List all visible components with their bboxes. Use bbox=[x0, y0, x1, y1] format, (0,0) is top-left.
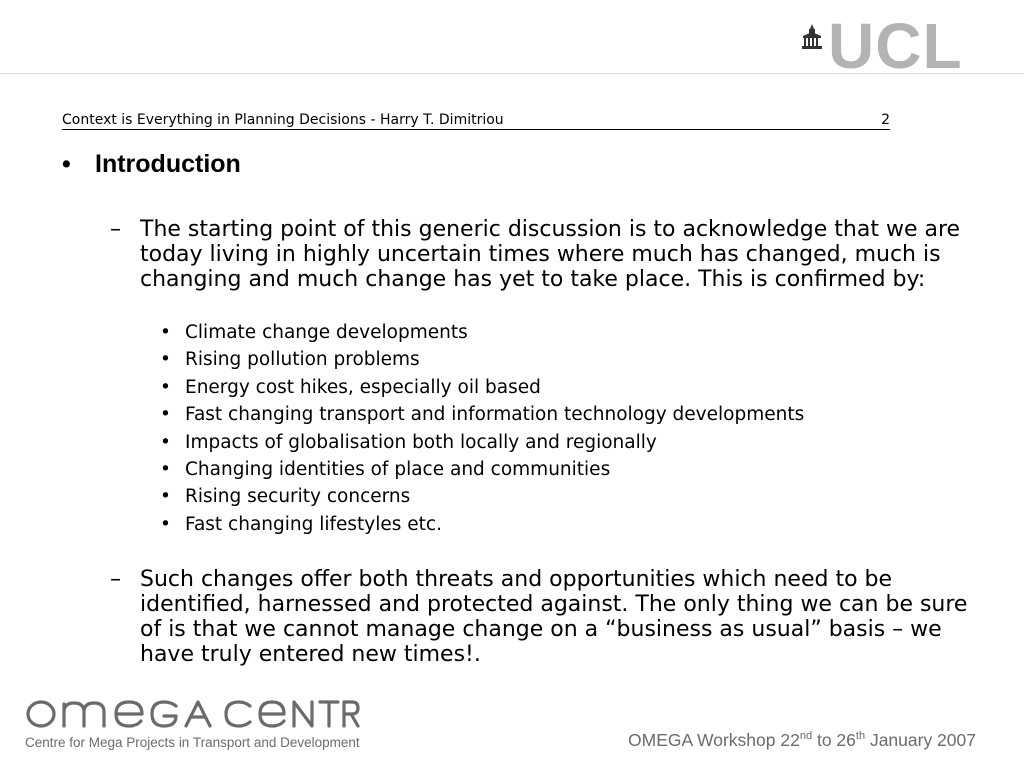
presentation-title: Context is Everything in Planning Decisions - Harry T. Dimitriou bbox=[62, 112, 504, 128]
sub-bullet: • bbox=[160, 431, 171, 453]
heading-bullet: • bbox=[62, 150, 71, 178]
ucl-logo-text: UCL bbox=[828, 10, 963, 82]
footer-mid: to 26 bbox=[812, 730, 856, 750]
sub-bullet: • bbox=[160, 349, 171, 371]
footer-sup-th: th bbox=[855, 730, 866, 743]
paragraph-2 bbox=[110, 567, 970, 667]
list-item-text: Energy cost hikes, especially oil based bbox=[185, 376, 541, 398]
omega-centre-logo bbox=[24, 696, 364, 732]
list-item-text: Rising security concerns bbox=[185, 486, 411, 508]
slide-header bbox=[62, 111, 890, 130]
list-item-text: Changing identities of place and communities bbox=[185, 458, 611, 480]
paragraph-dash: – bbox=[110, 217, 121, 242]
sub-bullet: • bbox=[160, 404, 171, 426]
omega-subtitle: Centre for Mega Projects in Transport and Development bbox=[25, 735, 360, 750]
list-item-text: Rising pollution problems bbox=[185, 349, 420, 371]
footer-prefix: OMEGA Workshop 22 bbox=[628, 730, 800, 750]
list-item-text: Impacts of globalisation both locally and regionally bbox=[185, 431, 657, 453]
section-title: Introduction bbox=[95, 150, 241, 178]
footer-suffix: January 2007 bbox=[865, 730, 976, 750]
footer-date bbox=[628, 730, 976, 751]
sub-bullet: • bbox=[160, 486, 171, 508]
sub-bullet: • bbox=[160, 458, 171, 480]
footer-sup-nd: nd bbox=[799, 730, 813, 743]
paragraph-1 bbox=[110, 217, 970, 292]
sub-bullet: • bbox=[160, 513, 171, 535]
list-item-text: Fast changing transport and information technology developments bbox=[185, 404, 805, 426]
paragraph-dash: – bbox=[110, 567, 121, 592]
slide-number: 2 bbox=[881, 112, 890, 128]
sub-bullet: • bbox=[160, 322, 171, 343]
portico-icon bbox=[801, 24, 823, 50]
paragraph-text: Such changes offer both threats and opportunities which need to be identified, harnessed and protected against. The only thing we can be sure of is that we cannot manage change on a “business as usual” basis – we have truly entered new times!. bbox=[140, 567, 968, 667]
list-item-text: Climate change developments bbox=[185, 322, 468, 343]
paragraph-text: The starting point of this generic discussion is to acknowledge that we are today living in highly uncertain times where much has changed, much is changing and much change has yet to take place. This is confirmed by: bbox=[140, 217, 961, 292]
sub-bullet: • bbox=[160, 376, 171, 398]
list-item-text: Fast changing lifestyles etc. bbox=[185, 513, 442, 535]
